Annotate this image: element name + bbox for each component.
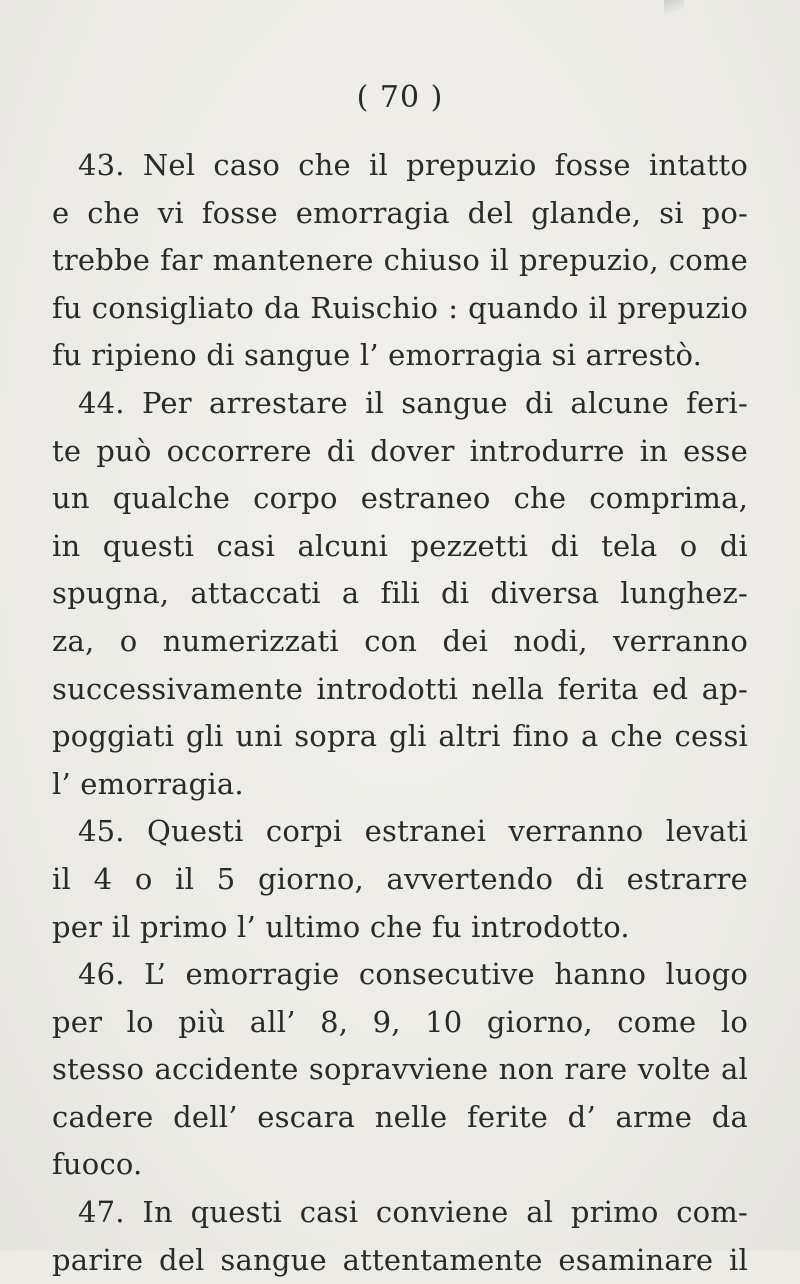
text-line: poggiati gli uni sopra gli altri fino a che cessi <box>52 719 748 754</box>
text-line: trebbe far mantenere chiuso il prepuzio, come <box>52 243 748 278</box>
text-line: fu ripieno di sangue l’ emorragia si arrestò. <box>52 338 703 373</box>
text-line: 45. Questi corpi estranei verranno levati <box>78 814 748 849</box>
page-edge-mark <box>664 0 684 14</box>
text-line: fuoco. <box>52 1147 143 1182</box>
text-line: l’ emorragia. <box>52 766 244 801</box>
text-line: te può occorrere di dover introdurre in esse <box>52 433 748 468</box>
text-line: il 4 o il 5 giorno, avvertendo di estrarre <box>52 861 748 896</box>
text-line: spugna, attaccati a fili di diversa lunghez- <box>52 576 748 611</box>
text-line: 44. Per arrestare il sangue di alcune feri- <box>78 385 748 420</box>
text-line: 46. L’ emorragie consecutive hanno luogo <box>78 957 748 992</box>
text-line: parire del sangue attentamente esaminare il <box>52 1242 748 1277</box>
text-line: 43. Nel caso che il prepuzio fosse intatto <box>78 148 748 182</box>
text-line: successivamente introdotti nella ferita ed ap- <box>52 671 748 706</box>
text-line: e che vi fosse emorragia del glande, si po- <box>52 195 748 230</box>
text-line: za, o numerizzati con dei nodi, verranno <box>52 623 748 658</box>
page-number: ( 70 ) <box>356 80 444 115</box>
text-line: per il primo l’ ultimo che fu introdotto. <box>52 909 630 944</box>
text-line: per lo più all’ 8, 9, 10 giorno, come lo <box>52 1004 748 1039</box>
text-line: un qualche corpo estraneo che comprima, <box>52 481 748 516</box>
text-line: stesso accidente sopravviene non rare volte al <box>52 1052 748 1087</box>
body-text <box>52 142 748 1284</box>
text-line: 47. In questi casi conviene al primo com- <box>78 1195 748 1230</box>
text-line: in questi casi alcuni pezzetti di tela o di <box>52 528 748 563</box>
text-line: fu consigliato da Ruischio : quando il prepuzio <box>52 290 748 325</box>
text-line: cadere dell’ escara nelle ferite d’ arme da <box>52 1099 748 1134</box>
